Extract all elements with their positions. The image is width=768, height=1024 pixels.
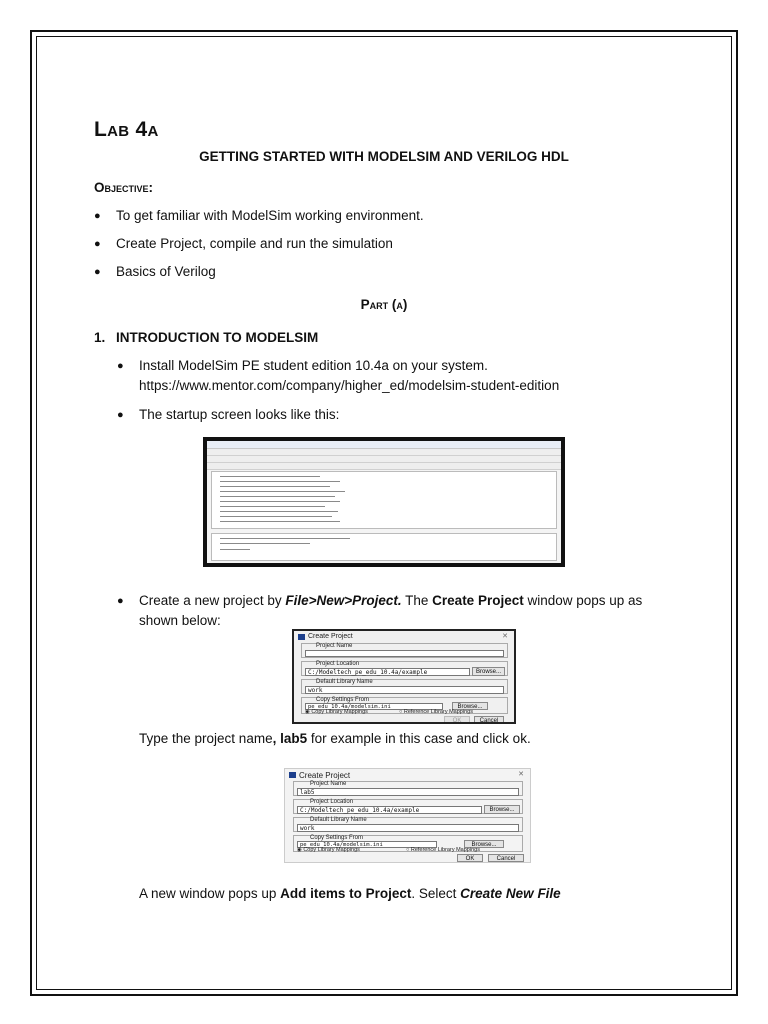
project-location-input[interactable]: C:/Modeltech_pe_edu_10.4a/example — [297, 806, 482, 814]
library-name-input[interactable]: work — [305, 686, 504, 694]
cancel-button[interactable]: Cancel — [474, 716, 504, 724]
copy-mappings-radio[interactable]: ◉ Copy Library Mappings — [297, 847, 360, 853]
create-project-text-2: shown below: — [139, 613, 221, 628]
browse-button[interactable]: Browse... — [472, 667, 505, 676]
window-titlebar — [207, 441, 561, 449]
copy-settings-label: Copy Settings From — [310, 835, 364, 841]
toolbar — [207, 456, 561, 463]
project-location-input[interactable]: C:/Modeltech_pe_edu_10.4a/example — [305, 668, 470, 676]
section-number: 1. — [94, 330, 106, 345]
project-name-label: Project Name — [316, 643, 353, 649]
install-url[interactable]: https://www.mentor.com/company/higher_ed/modelsim-student-edition — [139, 378, 560, 393]
menu-bar — [207, 449, 561, 456]
project-location-group — [301, 661, 508, 676]
objective-item: Basics of Verilog — [116, 264, 216, 279]
project-name-input[interactable] — [305, 650, 504, 657]
copy-mappings-radio[interactable]: ◉ Copy Library Mappings — [305, 709, 368, 715]
objective-item: To get familiar with ModelSim working environment. — [116, 208, 424, 223]
library-name-label: Default Library Name — [310, 817, 367, 823]
type-name-text: Type the project name, lab5 for example in this case and click ok. — [139, 731, 531, 746]
project-name-input[interactable]: lab5 — [297, 788, 519, 796]
browse-button[interactable]: Browse... — [452, 702, 488, 710]
reference-mappings-radio[interactable]: ○ Reference Library Mappings — [399, 709, 473, 715]
library-name-group — [301, 679, 508, 694]
install-text: Install ModelSim PE student edition 10.4a on your system. — [139, 358, 488, 373]
browse-button[interactable]: Browse... — [464, 840, 504, 848]
create-project-dialog-filled — [284, 768, 531, 863]
bullet-icon: ● — [94, 266, 101, 278]
copy-settings-label: Copy Settings From — [316, 697, 370, 703]
library-name-group — [293, 817, 523, 832]
section-heading: INTRODUCTION TO MODELSIM — [116, 330, 319, 345]
reference-mappings-radio[interactable]: ○ Reference Library Mappings — [406, 847, 480, 853]
copy-settings-input[interactable]: pe_edu_10.4a/modelsim.ini — [297, 841, 437, 848]
startup-text: The startup screen looks like this: — [139, 407, 340, 422]
add-items-text: A new window pops up Add items to Project. Select Create New File — [139, 886, 561, 901]
objective-heading: Objective: — [94, 180, 154, 195]
close-icon[interactable]: ✕ — [518, 771, 524, 778]
copy-settings-group — [301, 697, 508, 714]
dialog-title: Create Project — [299, 771, 351, 780]
project-name-group — [301, 643, 508, 658]
part-heading: Part (a) — [360, 297, 408, 312]
lab-subtitle: GETTING STARTED WITH MODELSIM AND VERILOG HDL — [199, 149, 569, 164]
library-name-input[interactable]: work — [297, 824, 519, 832]
project-location-group — [293, 799, 523, 814]
objective-item: Create Project, compile and run the simulation — [116, 236, 393, 251]
library-panel — [211, 471, 557, 529]
close-icon[interactable]: ✕ — [502, 633, 508, 640]
create-project-dialog — [292, 629, 516, 724]
modelsim-screenshot — [203, 437, 565, 567]
bullet-icon: ● — [117, 360, 124, 372]
project-name-group — [293, 781, 523, 796]
ok-button[interactable]: OK — [444, 716, 470, 724]
bullet-icon: ● — [94, 238, 101, 250]
ok-button[interactable]: OK — [457, 854, 483, 862]
toolbar — [207, 463, 561, 470]
project-location-label: Project Location — [316, 661, 360, 667]
create-project-text: Create a new project by File>New>Project. The Create Project window pops up as — [139, 593, 643, 608]
copy-settings-group — [293, 835, 523, 852]
copy-settings-input[interactable]: pe_edu_10.4a/modelsim.ini — [305, 703, 443, 710]
bullet-icon: ● — [94, 210, 101, 222]
modelsim-logo-icon — [289, 772, 296, 778]
dialog-title: Create Project — [308, 633, 353, 640]
bullet-icon: ● — [117, 409, 124, 421]
transcript-panel — [211, 533, 557, 561]
bullet-icon: ● — [117, 595, 124, 607]
project-location-label: Project Location — [310, 799, 354, 805]
project-name-label: Project Name — [310, 781, 347, 787]
cancel-button[interactable]: Cancel — [488, 854, 524, 862]
browse-button[interactable]: Browse... — [484, 805, 520, 814]
modelsim-logo-icon — [298, 634, 305, 640]
lab-title: Lab 4a — [94, 118, 159, 141]
library-name-label: Default Library Name — [316, 679, 373, 685]
